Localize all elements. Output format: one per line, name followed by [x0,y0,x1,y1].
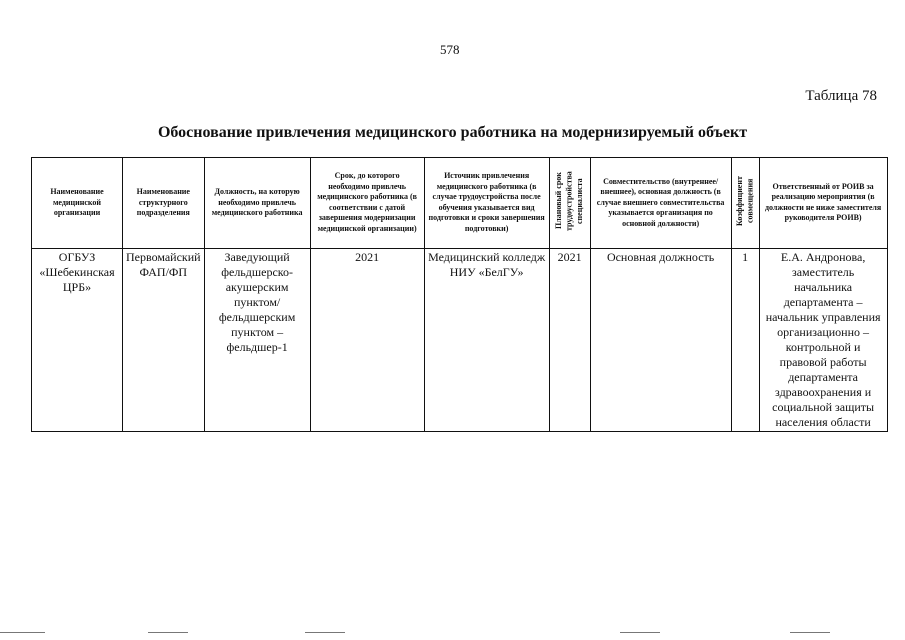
cell-organization: ОГБУЗ «Шебекинская ЦРБ» [32,248,123,431]
cell-planned-date: 2021 [549,248,590,431]
cell-subdivision: Первомайский ФАП/ФП [123,248,205,431]
header-cell: Должность, на которую необходимо привлечь медицинского работника [204,158,310,249]
scan-mark [148,632,188,633]
header-cell: Наименование медицинской организации [32,158,123,249]
header-cell: Совместительство (внутреннее/ внешнее), основная должность (в случае внешнего совместительства указывается организация по основной должности) [590,158,731,249]
table-label: Таблица 78 [805,88,877,104]
header-cell: Источник привлечения медицинского работника (в случае трудоустройства после обучения указывается вид подготовки и сроки завершения подготовки) [424,158,549,249]
header-text: Коэффициент совмещения [734,176,755,226]
header-cell [731,158,759,249]
header-text: Плановый срок трудоустройства специалиста [553,171,584,231]
header-cell: Срок, до которого необходимо привлечь медицинского работника (в соответствии с датой завершения модернизации медицинской организации) [310,158,424,249]
document-title: Обоснование привлечения медицинского работника на модернизируемый объект [157,124,748,141]
scan-mark [305,632,345,633]
cell-coefficient: 1 [731,248,759,431]
header-cell: Наименование структурного подразделения [123,158,205,249]
table-row [32,248,888,431]
cell-combination: Основная должность [590,248,731,431]
scan-mark [0,632,45,633]
header-cell: Ответственный от РОИВ за реализацию мероприятия (в должности не ниже заместителя руководителя РОИВ) [759,158,887,249]
cell-deadline: 2021 [310,248,424,431]
cell-source: Медицинский колледж НИУ «БелГУ» [424,248,549,431]
scan-mark [620,632,660,633]
cell-position: Заведующий фельдшерско-акушерским пунктом/фельдшерским пунктом – фельдшер-1 [204,248,310,431]
header-cell [549,158,590,249]
header-row [32,158,888,249]
scan-mark [790,632,830,633]
page-number: 578 [440,42,460,57]
data-table [31,157,888,432]
cell-responsible: Е.А. Андронова, заместитель начальника департамента – начальник управления организационно – контрольной и правовой работы департамента здравоохранения и социальной защиты населения области [759,248,887,431]
